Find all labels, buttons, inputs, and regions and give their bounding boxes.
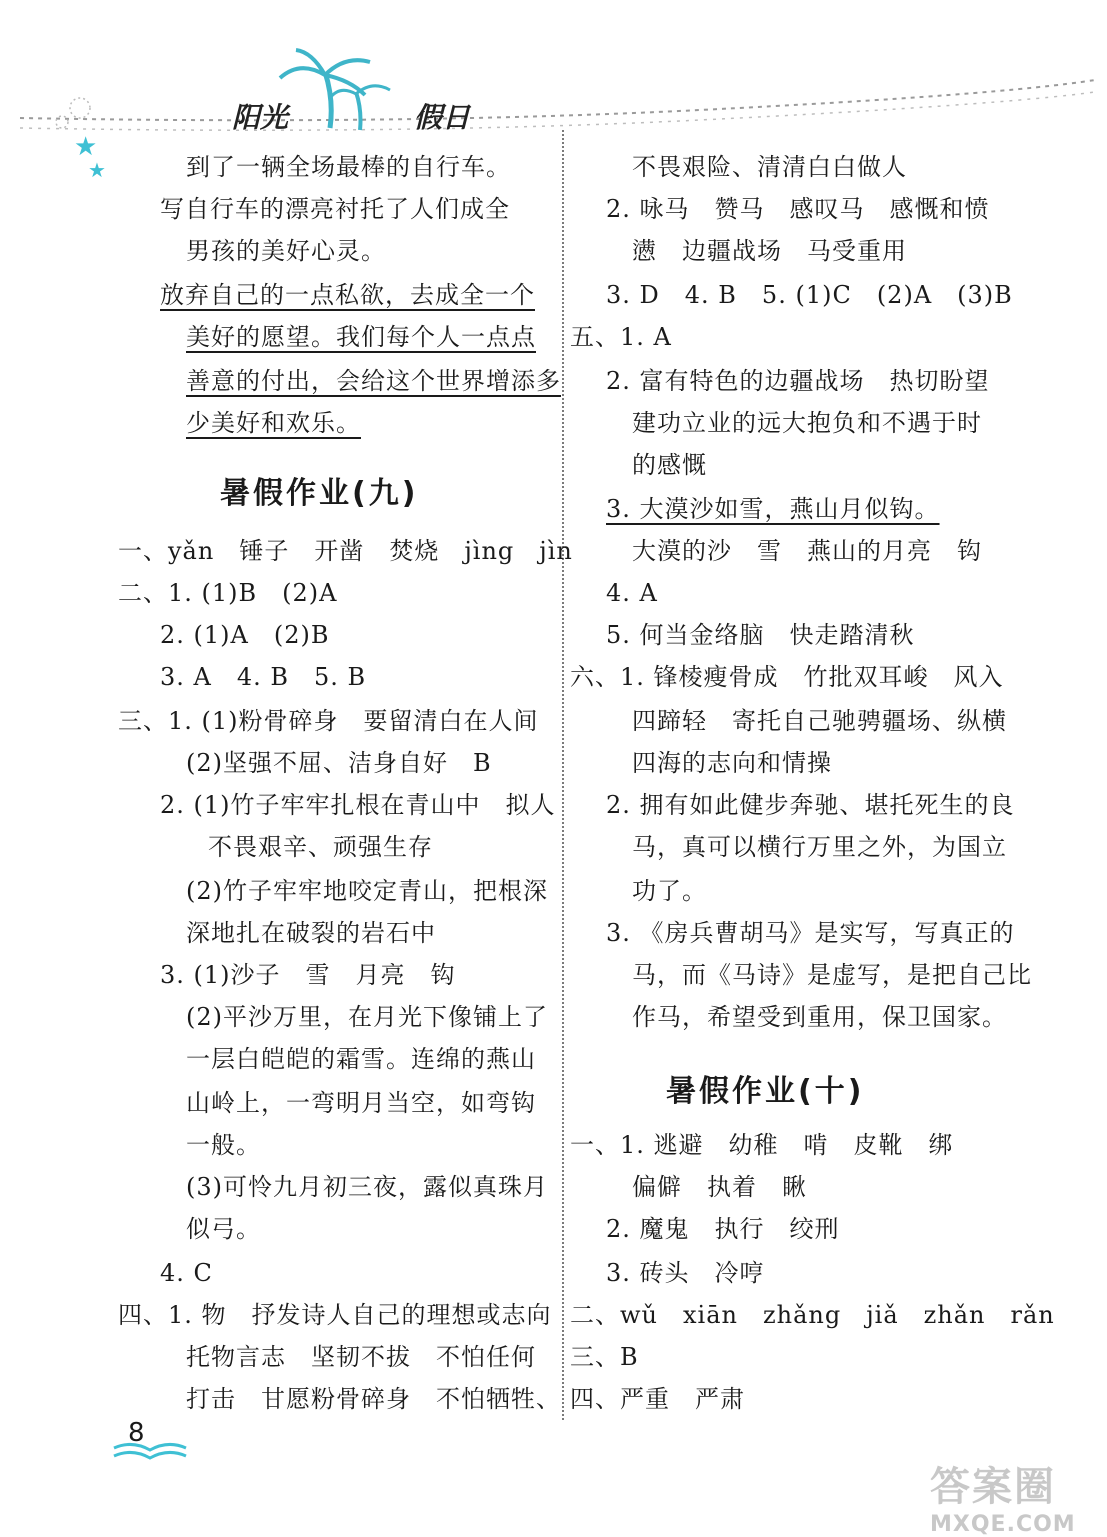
answer-line: 三、B [570, 1343, 639, 1371]
answer-line: 六、1. 锋棱瘦骨成 竹批双耳峻 风入 [570, 663, 1004, 691]
answer-line: 一、yǎn 锤子 开凿 焚烧 jìng jìn [118, 537, 573, 565]
answer-line: 3. (1)沙子 雪 月亮 钩 [160, 961, 456, 989]
answer-line: 2. 拥有如此健步奔驰、堪托死生的良 [606, 791, 1015, 819]
answer-line: 偏僻 执着 瞅 [632, 1173, 807, 1201]
watermark-logo [930, 1455, 1100, 1537]
answer-line: 2. (1)竹子牢牢扎根在青山中 拟人 [160, 791, 556, 819]
answer-line: 的感慨 [632, 451, 707, 479]
answer-line: 四蹄轻 寄托自己驰骋疆场、纵横 [632, 707, 1007, 735]
answer-line: 2. 魔鬼 执行 绞刑 [606, 1215, 840, 1243]
star-icon: ★ [88, 158, 106, 182]
answer-line: 大漠的沙 雪 燕山的月亮 钩 [632, 537, 982, 565]
answer-line: 四海的志向和情操 [632, 749, 832, 777]
answer-line: (3)可怜九月初三夜，露似真珠月 [186, 1173, 548, 1201]
answer-line: 写自行车的漂亮衬托了人们成全 [160, 195, 510, 223]
answer-line: 建功立业的远大抱负和不遇于时 [632, 409, 982, 437]
answer-line: 打击 甘愿粉骨碎身 不怕牺牲、 [186, 1385, 561, 1413]
answer-line: 到了一辆全场最棒的自行车。 [186, 153, 511, 181]
answer-line: (2)平沙万里，在月光下像铺上了 [186, 1003, 548, 1031]
watermark-bottom: MXQE.COM [930, 1512, 1076, 1537]
answer-line: 深地扎在破裂的岩石中 [186, 919, 436, 947]
page-number: 8 [128, 1418, 145, 1448]
answer-line: 一、1. 逃避 幼稚 啃 皮靴 绑 [570, 1131, 954, 1159]
answer-line: 5. 何当金络脑 快走踏清秋 [606, 621, 915, 649]
answer-line: 2. 富有特色的边疆战场 热切盼望 [606, 367, 990, 395]
header-decoration [0, 0, 1107, 170]
book-icon [110, 1440, 190, 1464]
answer-line: 山岭上，一弯明月当空，如弯钩 [186, 1089, 536, 1117]
answer-line: 3. 大漠沙如雪，燕山月似钩。 [606, 495, 940, 523]
answer-line: 3. A 4. B 5. B [160, 663, 367, 691]
brand-left: 阳光 [232, 101, 289, 134]
answer-line: 美好的愿望。我们每个人一点点 [186, 323, 536, 351]
answer-line: 四、1. 物 抒发诗人自己的理想或志向 [118, 1301, 552, 1329]
answer-line: 懑 边疆战场 马受重用 [632, 237, 907, 265]
answer-line: 功了。 [632, 877, 707, 905]
answer-line: 作马，希望受到重用，保卫国家。 [632, 1003, 1007, 1031]
answer-line: 不畏艰辛、顽强生存 [208, 833, 433, 861]
answer-line: 3. 《房兵曹胡马》是实写，写真正的 [606, 919, 1015, 947]
answer-line: 三、1. (1)粉骨碎身 要留清白在人间 [118, 707, 539, 735]
answer-line: 一层白皑皑的霜雪。连绵的燕山 [186, 1045, 536, 1073]
star-icon: ★ [74, 132, 98, 162]
answer-line: 3. D 4. B 5. (1)C (2)A (3)B [606, 281, 1013, 309]
answer-line: (2)坚强不屈、洁身自好 B [186, 749, 492, 777]
answer-line: 2. 咏马 赞马 感叹马 感慨和愤 [606, 195, 990, 223]
answer-line: 似弓。 [186, 1215, 261, 1243]
answer-line: 善意的付出，会给这个世界增添多 [186, 367, 561, 395]
answer-line: 少美好和欢乐。 [186, 409, 361, 437]
answer-line: 四、严重 严肃 [570, 1385, 745, 1413]
answer-line: 二、wǔ xiān zhǎng jiǎ zhǎn rǎn [570, 1301, 1055, 1329]
watermark-top: 答案圈 [930, 1464, 1056, 1510]
column-divider [562, 130, 564, 1420]
page-header [0, 0, 1107, 182]
answer-line: 托物言志 坚韧不拔 不怕任何 [186, 1343, 536, 1371]
answer-line: 4. C [160, 1259, 213, 1287]
answer-line: 男孩的美好心灵。 [186, 237, 386, 265]
answer-line: 放弃自己的一点私欲，去成全一个 [160, 281, 535, 309]
answer-line: 3. 砖头 冷哼 [606, 1259, 765, 1287]
answer-line: 马，真可以横行万里之外，为国立 [632, 833, 1007, 861]
answer-line: 2. (1)A (2)B [160, 621, 330, 649]
answer-line: 4. A [606, 579, 658, 607]
brand-right: 假日 [414, 101, 471, 134]
section-title: 暑假作业(九) [220, 476, 419, 511]
section-title: 暑假作业(十) [666, 1074, 865, 1109]
answer-line: 不畏艰险、清清白白做人 [632, 153, 907, 181]
answer-line: 二、1. (1)B (2)A [118, 579, 338, 607]
answer-line: (2)竹子牢牢地咬定青山，把根深 [186, 877, 548, 905]
answer-line: 一般。 [186, 1131, 261, 1159]
answer-line: 马，而《马诗》是虚写，是把自己比 [632, 961, 1032, 989]
answer-line: 五、1. A [570, 323, 672, 351]
